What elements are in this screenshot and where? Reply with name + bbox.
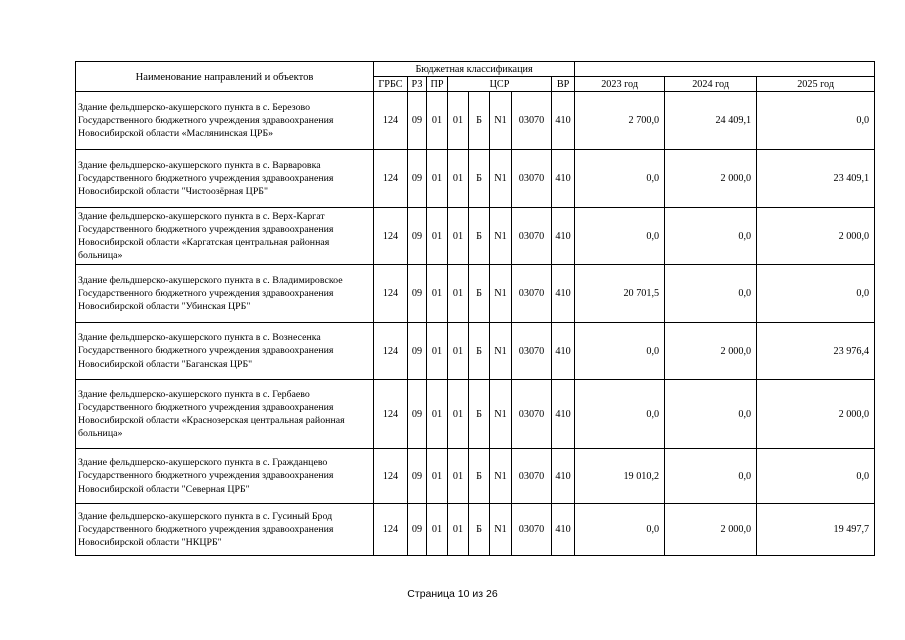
cell-2024: 0,0 bbox=[665, 208, 757, 265]
cell-grbs: 124 bbox=[374, 380, 408, 449]
cell-vr: 410 bbox=[552, 92, 575, 150]
cell-vr: 410 bbox=[552, 449, 575, 504]
cell-csr-1: 01 bbox=[448, 265, 469, 323]
cell-rz: 09 bbox=[408, 208, 427, 265]
cell-csr-1: 01 bbox=[448, 504, 469, 556]
cell-csr-4: 03070 bbox=[512, 208, 552, 265]
cell-csr-2: Б bbox=[469, 323, 490, 380]
cell-2024: 24 409,1 bbox=[665, 92, 757, 150]
header-blank bbox=[575, 62, 875, 77]
cell-csr-2: Б bbox=[469, 92, 490, 150]
cell-grbs: 124 bbox=[374, 504, 408, 556]
table-row bbox=[76, 208, 875, 265]
cell-2025: 0,0 bbox=[757, 265, 875, 323]
cell-csr-3: N1 bbox=[490, 208, 512, 265]
cell-2024: 2 000,0 bbox=[665, 150, 757, 208]
row-name: Здание фельдшерско-акушерского пункта в с. Верх-Каргат Государственного бюджетного учреждения здравоохранения Новосибирской области «Каргатская центральная районная больница» bbox=[76, 208, 374, 265]
cell-csr-2: Б bbox=[469, 208, 490, 265]
cell-csr-1: 01 bbox=[448, 449, 469, 504]
table-row bbox=[76, 323, 875, 380]
cell-csr-3: N1 bbox=[490, 92, 512, 150]
cell-2023: 0,0 bbox=[575, 323, 665, 380]
cell-vr: 410 bbox=[552, 323, 575, 380]
cell-csr-4: 03070 bbox=[512, 92, 552, 150]
cell-2025: 2 000,0 bbox=[757, 208, 875, 265]
table-row bbox=[76, 92, 875, 150]
cell-pr: 01 bbox=[427, 380, 448, 449]
cell-grbs: 124 bbox=[374, 265, 408, 323]
row-name: Здание фельдшерско-акушерского пункта в с. Владимировское Государственного бюджетного учреждения здравоохранения Новосибирской области "Убинская ЦРБ" bbox=[76, 265, 374, 323]
cell-csr-3: N1 bbox=[490, 504, 512, 556]
header-budget-classification: Бюджетная классификация bbox=[374, 62, 575, 77]
cell-2024: 2 000,0 bbox=[665, 504, 757, 556]
cell-rz: 09 bbox=[408, 504, 427, 556]
header-name: Наименование направлений и объектов bbox=[76, 62, 374, 92]
cell-grbs: 124 bbox=[374, 208, 408, 265]
table-row bbox=[76, 504, 875, 556]
cell-2023: 0,0 bbox=[575, 380, 665, 449]
cell-csr-4: 03070 bbox=[512, 504, 552, 556]
table-row bbox=[76, 380, 875, 449]
header-2024: 2024 год bbox=[665, 77, 757, 92]
cell-csr-3: N1 bbox=[490, 265, 512, 323]
cell-vr: 410 bbox=[552, 265, 575, 323]
cell-grbs: 124 bbox=[374, 92, 408, 150]
cell-csr-4: 03070 bbox=[512, 265, 552, 323]
cell-2025: 2 000,0 bbox=[757, 380, 875, 449]
cell-csr-3: N1 bbox=[490, 449, 512, 504]
cell-pr: 01 bbox=[427, 208, 448, 265]
cell-rz: 09 bbox=[408, 150, 427, 208]
cell-csr-3: N1 bbox=[490, 380, 512, 449]
cell-2025: 23 976,4 bbox=[757, 323, 875, 380]
cell-rz: 09 bbox=[408, 92, 427, 150]
cell-rz: 09 bbox=[408, 323, 427, 380]
table-row bbox=[76, 265, 875, 323]
header-rz: РЗ bbox=[408, 77, 427, 92]
cell-2023: 20 701,5 bbox=[575, 265, 665, 323]
cell-pr: 01 bbox=[427, 449, 448, 504]
cell-csr-2: Б bbox=[469, 449, 490, 504]
header-grbs: ГРБС bbox=[374, 77, 408, 92]
cell-csr-4: 03070 bbox=[512, 380, 552, 449]
cell-csr-4: 03070 bbox=[512, 449, 552, 504]
row-name: Здание фельдшерско-акушерского пункта в с. Гусиный Брод Государственного бюджетного учреждения здравоохранения Новосибирской области "НКЦРБ" bbox=[76, 504, 374, 556]
cell-csr-1: 01 bbox=[448, 380, 469, 449]
cell-2023: 2 700,0 bbox=[575, 92, 665, 150]
row-name: Здание фельдшерско-акушерского пункта в с. Гербаево Государственного бюджетного учреждения здравоохранения Новосибирской области «Краснозерская центральная районная больница» bbox=[76, 380, 374, 449]
cell-2023: 19 010,2 bbox=[575, 449, 665, 504]
cell-grbs: 124 bbox=[374, 150, 408, 208]
header-2025: 2025 год bbox=[757, 77, 875, 92]
cell-csr-2: Б bbox=[469, 265, 490, 323]
table-row bbox=[76, 449, 875, 504]
cell-rz: 09 bbox=[408, 265, 427, 323]
row-name: Здание фельдшерско-акушерского пункта в с. Березово Государственного бюджетного учреждения здравоохранения Новосибирской области «Маслянинская ЦРБ» bbox=[76, 92, 374, 150]
cell-csr-3: N1 bbox=[490, 150, 512, 208]
cell-csr-1: 01 bbox=[448, 150, 469, 208]
cell-2025: 23 409,1 bbox=[757, 150, 875, 208]
cell-2024: 2 000,0 bbox=[665, 323, 757, 380]
cell-csr-4: 03070 bbox=[512, 323, 552, 380]
cell-vr: 410 bbox=[552, 380, 575, 449]
cell-csr-1: 01 bbox=[448, 323, 469, 380]
cell-2023: 0,0 bbox=[575, 208, 665, 265]
cell-csr-1: 01 bbox=[448, 208, 469, 265]
header-csr: ЦСР bbox=[448, 77, 552, 92]
cell-vr: 410 bbox=[552, 504, 575, 556]
cell-2025: 0,0 bbox=[757, 449, 875, 504]
cell-pr: 01 bbox=[427, 323, 448, 380]
page-number: Страница 10 из 26 bbox=[407, 588, 498, 600]
cell-2024: 0,0 bbox=[665, 380, 757, 449]
header-2023: 2023 год bbox=[575, 77, 665, 92]
cell-grbs: 124 bbox=[374, 449, 408, 504]
cell-2023: 0,0 bbox=[575, 150, 665, 208]
cell-pr: 01 bbox=[427, 265, 448, 323]
table-row bbox=[76, 150, 875, 208]
cell-pr: 01 bbox=[427, 92, 448, 150]
cell-vr: 410 bbox=[552, 208, 575, 265]
cell-vr: 410 bbox=[552, 150, 575, 208]
cell-csr-3: N1 bbox=[490, 323, 512, 380]
row-name: Здание фельдшерско-акушерского пункта в с. Варваровка Государственного бюджетного учреждения здравоохранения Новосибирской области "Чистоозёрная ЦРБ" bbox=[76, 150, 374, 208]
cell-rz: 09 bbox=[408, 449, 427, 504]
cell-rz: 09 bbox=[408, 380, 427, 449]
cell-2025: 19 497,7 bbox=[757, 504, 875, 556]
cell-csr-2: Б bbox=[469, 150, 490, 208]
cell-csr-1: 01 bbox=[448, 92, 469, 150]
cell-2024: 0,0 bbox=[665, 449, 757, 504]
cell-csr-4: 03070 bbox=[512, 150, 552, 208]
cell-pr: 01 bbox=[427, 150, 448, 208]
cell-2023: 0,0 bbox=[575, 504, 665, 556]
header-vr: ВР bbox=[552, 77, 575, 92]
cell-2025: 0,0 bbox=[757, 92, 875, 150]
cell-2024: 0,0 bbox=[665, 265, 757, 323]
budget-table bbox=[75, 61, 875, 556]
cell-csr-2: Б bbox=[469, 504, 490, 556]
cell-csr-2: Б bbox=[469, 380, 490, 449]
row-name: Здание фельдшерско-акушерского пункта в с. Гражданцево Государственного бюджетного учреждения здравоохранения Новосибирской области "Северная ЦРБ" bbox=[76, 449, 374, 504]
cell-pr: 01 bbox=[427, 504, 448, 556]
header-pr: ПР bbox=[427, 77, 448, 92]
cell-grbs: 124 bbox=[374, 323, 408, 380]
row-name: Здание фельдшерско-акушерского пункта в с. Вознесенка Государственного бюджетного учреждения здравоохранения Новосибирской области "Баганская ЦРБ" bbox=[76, 323, 374, 380]
